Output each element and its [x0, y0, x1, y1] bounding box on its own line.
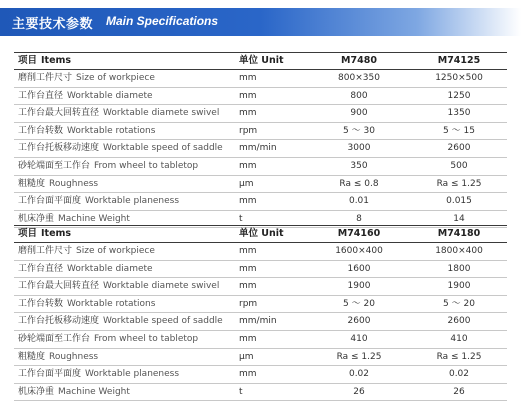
section-title-cn: 主要技术参数: [12, 17, 94, 32]
row-item-cn: 工作台转数: [18, 125, 64, 136]
row-value-a: 3000: [347, 143, 371, 154]
row-item-cn: 工作台转数: [18, 298, 64, 309]
row-unit: mm: [239, 90, 257, 101]
row-unit: rpm: [239, 298, 258, 309]
row-value-a: 8: [356, 213, 362, 224]
row-item-cn: 机床净重: [18, 213, 55, 224]
table-row: [14, 193, 507, 211]
row-unit: mm: [239, 196, 257, 207]
row-unit: μm: [239, 178, 254, 189]
row-value-b: 1250×500: [435, 73, 483, 83]
row-value-a: 5 ～ 30: [343, 125, 375, 136]
row-item-cell: [18, 70, 155, 87]
row-item-en: Roughness: [49, 351, 99, 362]
table-row: [14, 243, 507, 261]
row-unit: rpm: [239, 125, 258, 136]
table-row: [14, 384, 507, 401]
row-item-en: From wheel to tabletop: [94, 333, 199, 344]
table-row: [14, 140, 507, 158]
row-value-a: 900: [350, 108, 368, 119]
row-value-a: 1600: [347, 263, 371, 274]
row-value-a: Ra ≤ 0.8: [339, 178, 379, 189]
row-value-b: 14: [453, 213, 465, 224]
table-row: [14, 261, 507, 279]
row-item-cell: [18, 278, 219, 295]
header-item-cell: [18, 226, 71, 242]
row-unit: mm/min: [239, 143, 277, 154]
row-item-en: Worktable diamete: [67, 263, 153, 274]
table-row: [14, 158, 507, 176]
row-value-a: 2600: [347, 316, 371, 327]
row-item-cn: 工作台最大回转直径: [18, 281, 100, 292]
row-value-b: 0.02: [448, 369, 470, 380]
row-value-b: 0.015: [446, 196, 472, 207]
row-value-a: 0.01: [348, 196, 370, 207]
row-item-cell: [18, 193, 179, 210]
row-item-cn: 砂轮端面至工作台: [18, 160, 91, 171]
row-value-b: 5 ～ 20: [443, 298, 475, 309]
table-row: [14, 349, 507, 367]
row-item-cn: 工作台最大回转直径: [18, 108, 100, 119]
table-row: [14, 70, 507, 88]
table-row: [14, 88, 507, 106]
table-row: [14, 278, 507, 296]
table-row: [14, 296, 507, 314]
header-model-a: M74160: [337, 228, 381, 239]
header-item-en: Items: [41, 55, 72, 66]
row-item-cn: 砂轮端面至工作台: [18, 333, 91, 344]
table-row: [14, 105, 507, 123]
row-unit: mm: [239, 281, 257, 292]
row-value-b: 2600: [447, 143, 471, 154]
row-item-cell: [18, 140, 223, 157]
table-row: [14, 176, 507, 194]
row-item-cell: [18, 88, 153, 105]
row-value-a: 1600×400: [335, 246, 383, 256]
table-header-row: [14, 53, 507, 70]
row-item-cell: [18, 384, 130, 401]
row-item-en: Worktable planeness: [85, 196, 180, 207]
row-unit: mm: [239, 73, 257, 83]
row-item-cn: 工作台直径: [18, 263, 64, 274]
row-value-b: 1800×400: [435, 246, 483, 256]
row-value-a: 26: [353, 386, 365, 397]
row-item-cell: [18, 158, 198, 175]
section-header-banner: [0, 8, 521, 36]
spec-table-2: [14, 225, 507, 401]
row-unit: mm: [239, 333, 257, 344]
header-model-b: M74180: [437, 228, 481, 239]
row-item-cn: 工作台托板移动速度: [18, 316, 100, 327]
row-item-cn: 工作台面平面度: [18, 369, 82, 380]
row-item-en: Machine Weight: [58, 386, 130, 397]
row-value-b: 26: [453, 386, 465, 397]
row-value-a: 350: [350, 160, 368, 171]
row-item-en: Worktable speed of saddle: [103, 316, 223, 327]
table-header-row: [14, 226, 507, 243]
header-item-cn: 项目: [18, 228, 38, 239]
row-item-cn: 机床净重: [18, 386, 55, 397]
row-item-en: Roughness: [49, 178, 99, 189]
row-unit: t: [239, 386, 243, 397]
row-item-en: Size of workpiece: [76, 73, 155, 83]
row-item-cell: [18, 349, 98, 366]
row-value-b: 5 ～ 15: [443, 125, 475, 136]
row-value-b: Ra ≤ 1.25: [436, 351, 482, 362]
row-value-b: 1900: [447, 281, 471, 292]
row-unit: mm: [239, 369, 257, 380]
row-item-cell: [18, 105, 219, 122]
table-row: [14, 331, 507, 349]
row-unit: μm: [239, 351, 254, 362]
row-item-cn: 磨削工件尺寸: [18, 73, 73, 83]
row-item-cell: [18, 176, 98, 193]
row-value-b: 410: [450, 333, 468, 344]
row-unit: mm: [239, 263, 257, 274]
row-unit: mm: [239, 108, 257, 119]
spec-table-1: [14, 52, 507, 228]
row-item-en: Worktable speed of saddle: [103, 143, 223, 154]
row-value-a: 5 ～ 20: [343, 298, 375, 309]
row-value-a: 800: [350, 90, 368, 101]
row-item-cell: [18, 123, 155, 140]
row-value-b: 1350: [447, 108, 471, 119]
row-item-en: From wheel to tabletop: [94, 160, 199, 171]
header-model-a: M7480: [341, 55, 377, 66]
row-value-a: 800×350: [338, 73, 380, 83]
row-item-cell: [18, 243, 155, 260]
row-item-cell: [18, 331, 198, 348]
row-item-cn: 工作台托板移动速度: [18, 143, 100, 154]
row-item-en: Worktable rotations: [67, 298, 156, 309]
row-unit: mm/min: [239, 316, 277, 327]
header-item-en: Items: [41, 228, 72, 239]
header-item-cell: [18, 53, 71, 69]
row-item-en: Worktable planeness: [85, 369, 180, 380]
row-value-a: 410: [350, 333, 368, 344]
row-item-cn: 磨削工件尺寸: [18, 246, 73, 256]
row-item-cn: 工作台面平面度: [18, 196, 82, 207]
row-item-cn: 工作台直径: [18, 90, 64, 101]
row-value-b: 2600: [447, 316, 471, 327]
row-item-en: Worktable diamete: [67, 90, 153, 101]
row-unit: mm: [239, 246, 257, 256]
row-value-a: 1900: [347, 281, 371, 292]
row-item-cell: [18, 366, 179, 383]
row-item-en: Worktable diamete swivel: [103, 108, 220, 119]
row-item-cell: [18, 261, 153, 278]
row-value-b: 500: [450, 160, 468, 171]
row-item-en: Size of workpiece: [76, 246, 155, 256]
row-value-a: 0.02: [348, 369, 370, 380]
table-row: [14, 313, 507, 331]
header-unit: 单位 Unit: [239, 55, 284, 66]
row-item-cell: [18, 296, 155, 313]
header-model-b: M74125: [437, 55, 481, 66]
header-unit: 单位 Unit: [239, 228, 284, 239]
row-value-b: Ra ≤ 1.25: [436, 178, 482, 189]
section-title-en: Main Specifications: [106, 14, 219, 28]
row-unit: mm: [239, 160, 257, 171]
row-item-cell: [18, 313, 223, 330]
row-item-cn: 粗糙度: [18, 351, 46, 362]
row-item-en: Worktable diamete swivel: [103, 281, 220, 292]
row-item-en: Worktable rotations: [67, 125, 156, 136]
row-item-en: Machine Weight: [58, 213, 130, 224]
table-row: [14, 123, 507, 141]
row-unit: t: [239, 213, 243, 224]
table-row: [14, 366, 507, 384]
row-value-b: 1250: [447, 90, 471, 101]
row-item-cn: 粗糙度: [18, 178, 46, 189]
header-item-cn: 项目: [18, 55, 38, 66]
row-value-a: Ra ≤ 1.25: [336, 351, 382, 362]
row-value-b: 1800: [447, 263, 471, 274]
